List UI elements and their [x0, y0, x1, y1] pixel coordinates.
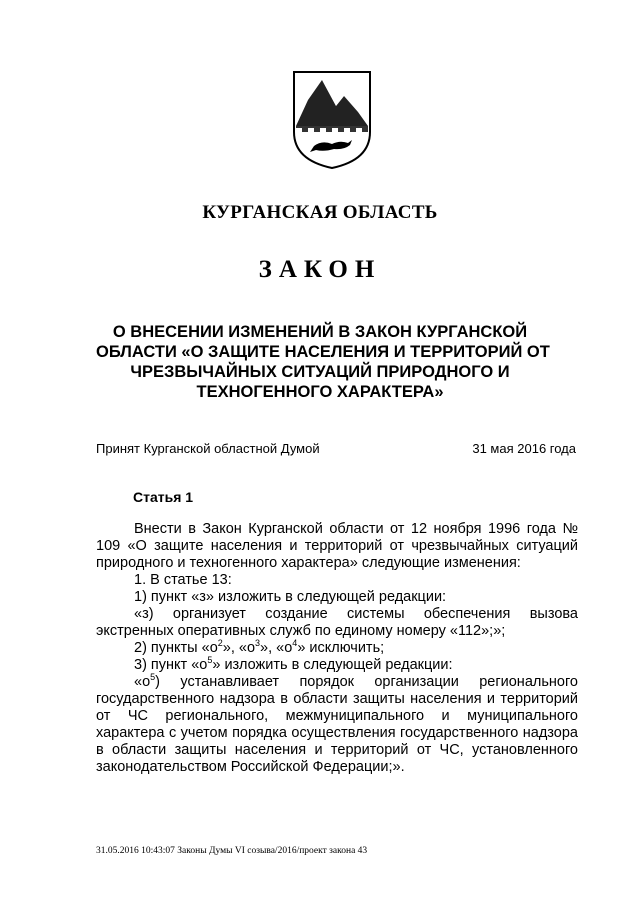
article-body [96, 521, 578, 776]
article-subitem: 2) пункты «$о^2$», «$о^3$», «$о^4$» исключить; [134, 638, 385, 656]
adopted-by: Принят Курганской областной Думой [96, 441, 320, 456]
law-title-line: О ВНЕСЕНИИ ИЗМЕНЕНИЙ В ЗАКОН КУРГАНСКОЙ [112, 323, 528, 341]
article-heading: Статья 1 [133, 489, 194, 505]
article-subitem: 1) пункт «з» изложить в следующей редакции: [134, 589, 447, 605]
article-item: 1. В статье 13: [134, 572, 232, 588]
region-name: КУРГАНСКАЯ ОБЛАСТЬ [202, 202, 438, 223]
article-subitem-text: «з) организует создание системы обеспечения вызова экстренных оперативных служб по единому номеру «112»;»; [96, 606, 578, 639]
law-title-line: ТЕХНОГЕННОГО ХАРАКТЕРА» [196, 383, 444, 401]
footer-stamp: 31.05.2016 10:43:07 Законы Думы VI созыва/2016/проект закона 43 [96, 846, 368, 856]
article-subitem: 3) пункт «$о^5$» изложить в следующей редакции: [134, 655, 453, 673]
law-title [96, 322, 550, 402]
adoption-date: 31 мая 2016 года [472, 441, 576, 456]
law-title-line: ОБЛАСТИ «О ЗАЩИТЕ НАСЕЛЕНИЯ И ТЕРРИТОРИЙ ОТ [96, 343, 550, 361]
article-subitem-text: «$о^5$) устанавливает порядок организации регионального государственного надзора в области защиты населения и территорий от ЧС регионального, межмуниципального и муниципального характера с учетом порядка осуществления государственного надзора в области защиты населения и территорий от ЧС, установленного законодательством Российской Федерации;». [96, 672, 578, 775]
coat-of-arms-icon [292, 70, 372, 170]
article-intro: Внести в Закон Курганской области от 12 ноября 1996 года № 109 «О защите населения и территорий от чрезвычайных ситуаций природного и техногенного характера» следующие изменения: [96, 521, 578, 571]
document-type: ЗАКОН [258, 256, 382, 283]
law-title-line: ЧРЕЗВЫЧАЙНЫХ СИТУАЦИЙ ПРИРОДНОГО И [130, 363, 510, 381]
